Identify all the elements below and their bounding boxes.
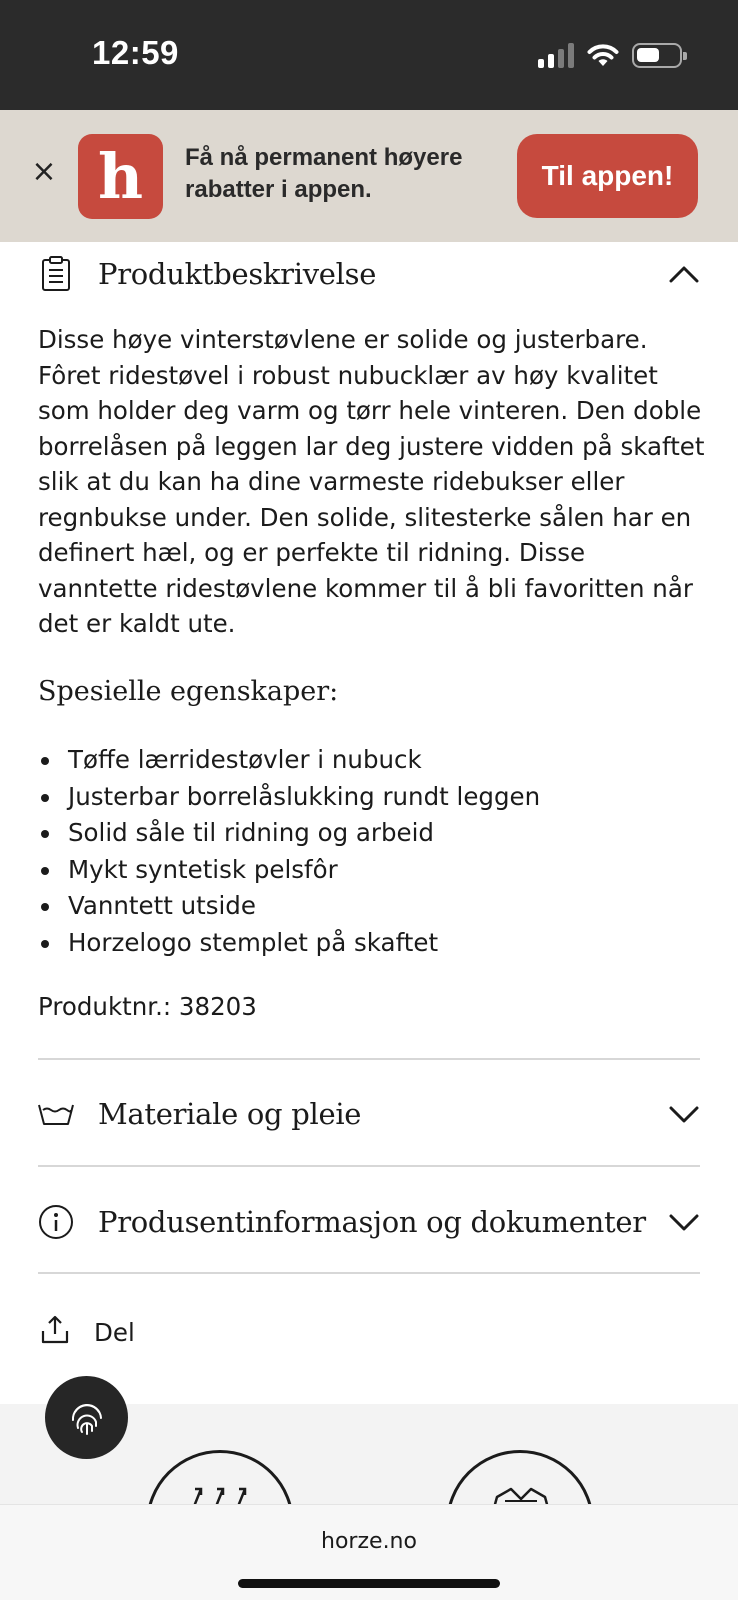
browser-address-bar[interactable] xyxy=(0,1504,738,1600)
divider xyxy=(38,1165,700,1167)
share-label: Del xyxy=(94,1317,135,1347)
open-app-button[interactable]: Til appen! xyxy=(517,134,698,218)
features-list xyxy=(38,742,540,961)
chevron-up-icon[interactable] xyxy=(668,258,700,290)
cellular-signal-icon xyxy=(538,42,574,68)
washing-icon xyxy=(38,1096,74,1132)
app-download-banner xyxy=(0,110,738,242)
arrows-up-icon xyxy=(181,1479,261,1504)
share-icon xyxy=(38,1314,72,1350)
home-indicator[interactable] xyxy=(238,1579,500,1588)
product-description-text: Disse høye vinterstøvlene er solide og justerbare. Fôret ridestøvel i robust nubucklær av høy kvalitet som holder deg varm og tørr hele vinteren. Den doble borrelåsen på leggen lar deg justere vidden på skaftet slik at du kan ha dine varmeste ridebukser eller regnbukse under. Den solide, slitesterke sålen har en definert hæl, og er perfekte til ridning. Disse vanntette ridestøvlene kommer til å bli favoritten når det er kaldt ute. xyxy=(38,325,705,638)
fingerprint-button[interactable] xyxy=(45,1376,128,1459)
close-icon[interactable]: × xyxy=(31,154,57,189)
wifi-icon xyxy=(586,42,620,68)
status-bar xyxy=(0,0,738,110)
url-text[interactable]: horze.no xyxy=(321,1529,417,1554)
list-item: Vanntett utside xyxy=(38,888,540,925)
usp-circle xyxy=(146,1450,294,1504)
horze-app-logo: h xyxy=(78,134,163,219)
list-item: Mykt syntetisk pelsfôr xyxy=(38,852,540,889)
product-description-header[interactable] xyxy=(38,256,700,292)
material-care-header[interactable] xyxy=(38,1096,700,1132)
chevron-down-icon[interactable] xyxy=(668,1206,700,1238)
manufacturer-info-title: Produsentinformasjon og dokumenter xyxy=(98,1205,646,1239)
divider xyxy=(38,1272,700,1274)
battery-icon xyxy=(632,43,682,68)
clipboard-icon xyxy=(38,256,74,292)
fingerprint-icon xyxy=(67,1398,107,1438)
status-icons xyxy=(538,40,682,68)
list-item: Solid såle til ridning og arbeid xyxy=(38,815,540,852)
divider xyxy=(38,1058,700,1060)
material-care-title: Materiale og pleie xyxy=(98,1097,362,1131)
list-item: Horzelogo stemplet på skaftet xyxy=(38,925,540,962)
list-item: Tøffe lærridestøvler i nubuck xyxy=(38,742,540,779)
info-icon xyxy=(38,1204,74,1240)
chevron-down-icon[interactable] xyxy=(668,1098,700,1130)
share-button[interactable] xyxy=(38,1314,135,1350)
product-number: Produktnr.: 38203 xyxy=(38,992,257,1021)
list-item: Justerbar borrelåslukking rundt leggen xyxy=(38,779,540,816)
status-time: 12:59 xyxy=(92,34,179,71)
jacket-icon xyxy=(481,1479,561,1504)
special-features-title: Spesielle egenskaper: xyxy=(38,676,339,707)
banner-message: Få nå permanent høyere rabatter i appen. xyxy=(185,144,463,203)
usp-circle xyxy=(446,1450,594,1504)
manufacturer-info-header[interactable] xyxy=(38,1204,700,1240)
product-description-title: Produktbeskrivelse xyxy=(98,257,377,291)
